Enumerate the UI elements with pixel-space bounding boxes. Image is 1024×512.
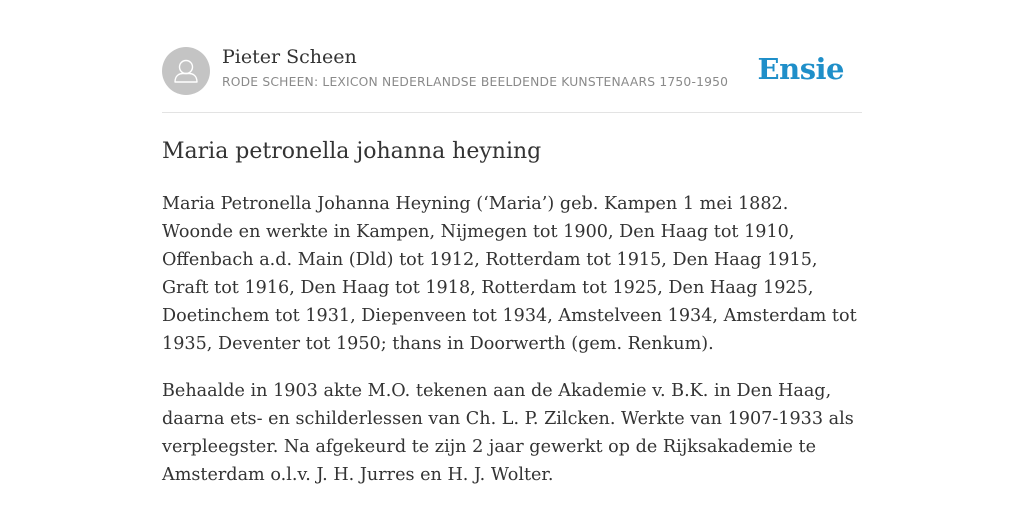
article-body: [162, 190, 862, 508]
user-icon: [162, 47, 210, 95]
article-paragraph: Maria Petronella Johanna Heyning (‘Maria’) geb. Kampen 1 mei 1882. Woonde en werkte in Kampen, Nijmegen tot 1900, Den Haag tot 1910, Offenbach a.d. Main (Dld) tot 1912, Rotterdam tot 1915, Den Haag 1915, Graft tot 1916, Den Haag tot 1918, Rotterdam tot 1925, Den Haag 1925, Doetinchem tot 1931, Diepenveen tot 1934, Amstelveen 1934, Amsterdam tot 1935, Deventer tot 1950; thans in Doorwerth (gem. Renkum).: [162, 194, 857, 354]
content-container: [162, 0, 862, 485]
page-title: Maria petronella johanna heyning: [162, 139, 542, 164]
page-header: [162, 0, 862, 113]
avatar[interactable]: [162, 47, 210, 95]
article-paragraph: Behaalde in 1903 akte M.O. tekenen aan de Akademie v. B.K. in Den Haag, daarna ets- en schilderlessen van Ch. L. P. Zilcken. Werkte van 1907-1933 als verpleegster. Na afgekeurd te zijn 2 jaar gewerkt op de Rijksakademie te Amsterdam o.l.v. J. H. Jurres en H. J. Wolter.: [162, 381, 854, 485]
author-name[interactable]: Pieter Scheen: [222, 46, 357, 68]
ensie-logo[interactable]: Ensie: [757, 52, 844, 86]
source-title[interactable]: RODE SCHEEN: LEXICON NEDERLANDSE BEELDENDE KUNSTENAARS 1750-1950: [222, 75, 729, 89]
